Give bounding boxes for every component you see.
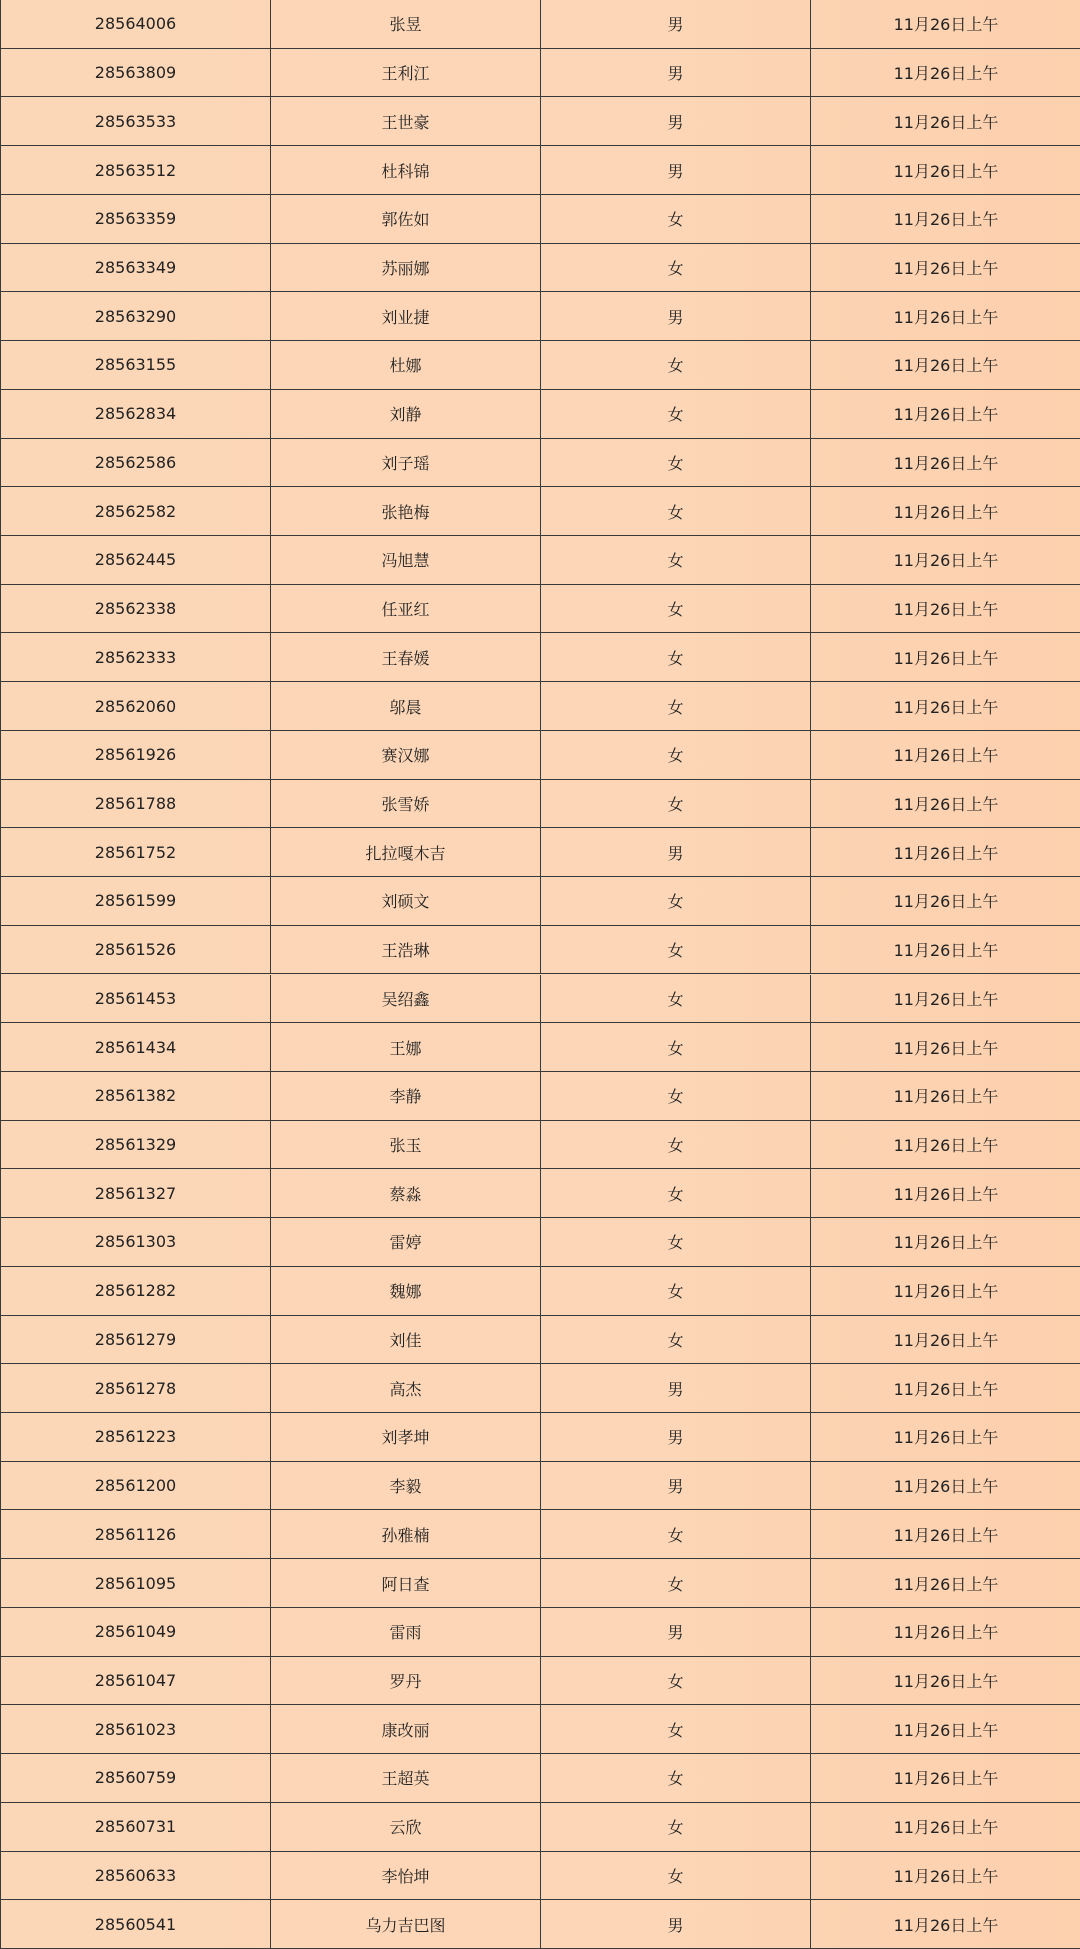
table-row: [1, 97, 1080, 146]
time-cell: 11月26日上午: [893, 989, 999, 1009]
name-cell: 罗丹: [271, 1657, 541, 1705]
table-row: [1, 1121, 1080, 1170]
time-cell: 11月26日上午: [893, 502, 999, 522]
table-row: [1, 1754, 1080, 1803]
time-cell: 11月26日上午: [893, 64, 999, 84]
gender-cell: 女: [541, 390, 811, 438]
time-cell: 11月26日上午: [893, 1136, 999, 1156]
name-cell: 冯旭慧: [271, 536, 541, 584]
time-cell: 11月26日上午: [893, 794, 999, 814]
gender-cell: 女: [541, 1169, 811, 1217]
name-cell: 刘孝坤: [271, 1413, 541, 1461]
time-cell: 11月26日上午: [893, 1087, 999, 1107]
gender-cell: 女: [541, 1267, 811, 1315]
time-cell: 11月26日上午: [893, 1525, 999, 1545]
name-cell: 王世豪: [271, 97, 541, 145]
gender-cell: 男: [541, 146, 811, 194]
table-row: [1, 1169, 1080, 1218]
name-cell: 刘佳: [271, 1316, 541, 1364]
name-cell: 乌力吉巴图: [271, 1900, 541, 1948]
gender-cell: 女: [541, 1023, 811, 1071]
gender-cell: 女: [541, 439, 811, 487]
id-cell: 28561279: [1, 1316, 271, 1364]
id-cell: 28563533: [1, 97, 271, 145]
table-row: [1, 1657, 1080, 1706]
name-cell: 郭佐如: [271, 195, 541, 243]
gender-cell: 女: [541, 731, 811, 779]
name-cell: 刘硕文: [271, 877, 541, 925]
table-row: [1, 731, 1080, 780]
time-cell: 11月26日上午: [893, 551, 999, 571]
name-cell: 王浩琳: [271, 926, 541, 974]
time-cell: 11月26日上午: [893, 1720, 999, 1740]
name-cell: 刘业捷: [271, 292, 541, 340]
id-cell: 28561382: [1, 1072, 271, 1120]
gender-cell: 女: [541, 585, 811, 633]
name-cell: 李怡坤: [271, 1852, 541, 1900]
table-row: [1, 1218, 1080, 1267]
table-row: [1, 146, 1080, 195]
gender-cell: 女: [541, 487, 811, 535]
name-cell: 孙雅楠: [271, 1510, 541, 1558]
id-cell: 28561303: [1, 1218, 271, 1266]
name-cell: 雷婷: [271, 1218, 541, 1266]
table-row: [1, 1462, 1080, 1511]
id-cell: 28560731: [1, 1803, 271, 1851]
time-cell: 11月26日上午: [893, 941, 999, 961]
name-cell: 高杰: [271, 1364, 541, 1412]
id-cell: 28561200: [1, 1462, 271, 1510]
time-cell: 11月26日上午: [893, 1818, 999, 1838]
name-cell: 蔡淼: [271, 1169, 541, 1217]
time-cell: 11月26日上午: [893, 405, 999, 425]
gender-cell: 女: [541, 975, 811, 1023]
name-cell: 王春媛: [271, 633, 541, 681]
name-cell: 李毅: [271, 1462, 541, 1510]
time-cell: 11月26日上午: [893, 1574, 999, 1594]
id-cell: 28562445: [1, 536, 271, 584]
gender-cell: 女: [541, 1754, 811, 1802]
gender-cell: 女: [541, 780, 811, 828]
gender-cell: 男: [541, 1364, 811, 1412]
id-cell: 28561278: [1, 1364, 271, 1412]
gender-cell: 女: [541, 1705, 811, 1753]
name-cell: 刘子瑶: [271, 439, 541, 487]
id-cell: 28560633: [1, 1852, 271, 1900]
gender-cell: 女: [541, 1121, 811, 1169]
time-cell: 11月26日上午: [893, 1477, 999, 1497]
table-row: [1, 633, 1080, 682]
time-cell: 11月26日上午: [893, 210, 999, 230]
time-cell: 11月26日上午: [893, 15, 999, 35]
time-cell: 11月26日上午: [893, 161, 999, 181]
table-row: [1, 1316, 1080, 1365]
table-row: [1, 926, 1080, 975]
id-cell: 28563155: [1, 341, 271, 389]
table-row: [1, 1364, 1080, 1413]
table-row: [1, 682, 1080, 731]
gender-cell: 女: [541, 877, 811, 925]
name-cell: 云欣: [271, 1803, 541, 1851]
time-cell: 11月26日上午: [893, 307, 999, 327]
time-cell: 11月26日上午: [893, 600, 999, 620]
name-cell: 李静: [271, 1072, 541, 1120]
id-cell: 28561599: [1, 877, 271, 925]
id-cell: 28563512: [1, 146, 271, 194]
name-cell: 邬晨: [271, 682, 541, 730]
table-row: [1, 1510, 1080, 1559]
id-cell: 28562333: [1, 633, 271, 681]
name-cell: 王利江: [271, 49, 541, 97]
id-cell: 28563809: [1, 49, 271, 97]
name-cell: 张雪娇: [271, 780, 541, 828]
gender-cell: 女: [541, 926, 811, 974]
gender-cell: 男: [541, 49, 811, 97]
time-cell: 11月26日上午: [893, 356, 999, 376]
name-cell: 杜娜: [271, 341, 541, 389]
gender-cell: 男: [541, 1413, 811, 1461]
gender-cell: 男: [541, 1900, 811, 1948]
gender-cell: 女: [541, 1657, 811, 1705]
gender-cell: 男: [541, 292, 811, 340]
gender-cell: 女: [541, 1072, 811, 1120]
gender-cell: 男: [541, 97, 811, 145]
id-cell: 28560759: [1, 1754, 271, 1802]
id-cell: 28561434: [1, 1023, 271, 1071]
table-row: [1, 780, 1080, 829]
table-row: [1, 1705, 1080, 1754]
id-cell: 28560541: [1, 1900, 271, 1948]
gender-cell: 女: [541, 1316, 811, 1364]
id-cell: 28562586: [1, 439, 271, 487]
time-cell: 11月26日上午: [893, 1379, 999, 1399]
name-cell: 扎拉嘎木吉: [271, 828, 541, 876]
time-cell: 11月26日上午: [893, 1184, 999, 1204]
id-cell: 28561282: [1, 1267, 271, 1315]
time-cell: 11月26日上午: [893, 892, 999, 912]
id-cell: 28561023: [1, 1705, 271, 1753]
time-cell: 11月26日上午: [893, 746, 999, 766]
name-cell: 任亚红: [271, 585, 541, 633]
id-cell: 28561223: [1, 1413, 271, 1461]
table-row: [1, 877, 1080, 926]
gender-cell: 女: [541, 195, 811, 243]
id-cell: 28561926: [1, 731, 271, 779]
name-cell: 康改丽: [271, 1705, 541, 1753]
table-row: [1, 1023, 1080, 1072]
gender-cell: 女: [541, 633, 811, 681]
table-row: [1, 1803, 1080, 1852]
name-cell: 王娜: [271, 1023, 541, 1071]
name-cell: 张玉: [271, 1121, 541, 1169]
table-row: [1, 975, 1080, 1024]
gender-cell: 男: [541, 828, 811, 876]
id-cell: 28562582: [1, 487, 271, 535]
name-cell: 魏娜: [271, 1267, 541, 1315]
gender-cell: 女: [541, 1218, 811, 1266]
name-cell: 张艳梅: [271, 487, 541, 535]
name-cell: 苏丽娜: [271, 244, 541, 292]
table-row: [1, 1608, 1080, 1657]
name-cell: 张昱: [271, 0, 541, 48]
gender-cell: 女: [541, 244, 811, 292]
time-cell: 11月26日上午: [893, 1769, 999, 1789]
gender-cell: 女: [541, 1852, 811, 1900]
table-row: [1, 1852, 1080, 1901]
table-row: [1, 390, 1080, 439]
table-row: [1, 585, 1080, 634]
time-cell: 11月26日上午: [893, 1623, 999, 1643]
time-cell: 11月26日上午: [893, 453, 999, 473]
id-cell: 28562834: [1, 390, 271, 438]
gender-cell: 女: [541, 682, 811, 730]
id-cell: 28561752: [1, 828, 271, 876]
table-row: [1, 439, 1080, 488]
time-cell: 11月26日上午: [893, 112, 999, 132]
gender-cell: 女: [541, 1510, 811, 1558]
id-cell: 28561327: [1, 1169, 271, 1217]
gender-cell: 女: [541, 1559, 811, 1607]
time-cell: 11月26日上午: [893, 843, 999, 863]
id-cell: 28561126: [1, 1510, 271, 1558]
table-row: [1, 49, 1080, 98]
id-cell: 28561049: [1, 1608, 271, 1656]
id-cell: 28561788: [1, 780, 271, 828]
name-cell: 阿日查: [271, 1559, 541, 1607]
id-cell: 28562338: [1, 585, 271, 633]
id-cell: 28561453: [1, 975, 271, 1023]
table-row: [1, 341, 1080, 390]
table-row: [1, 536, 1080, 585]
name-cell: 王超英: [271, 1754, 541, 1802]
name-cell: 杜科锦: [271, 146, 541, 194]
id-cell: 28561329: [1, 1121, 271, 1169]
time-cell: 11月26日上午: [893, 1233, 999, 1253]
id-cell: 28563349: [1, 244, 271, 292]
gender-cell: 男: [541, 0, 811, 48]
name-cell: 刘静: [271, 390, 541, 438]
table-row: [1, 1559, 1080, 1608]
table-row: [1, 195, 1080, 244]
time-cell: 11月26日上午: [893, 1428, 999, 1448]
table-row: [1, 1413, 1080, 1462]
time-cell: 11月26日上午: [893, 1915, 999, 1935]
table-row: [1, 1267, 1080, 1316]
id-cell: 28563359: [1, 195, 271, 243]
table-row: [1, 1900, 1080, 1949]
time-cell: 11月26日上午: [893, 1672, 999, 1691]
table-row: [1, 487, 1080, 536]
gender-cell: 女: [541, 1803, 811, 1851]
gender-cell: 女: [541, 341, 811, 389]
id-cell: 28564006: [1, 0, 271, 48]
gender-cell: 男: [541, 1608, 811, 1656]
time-cell: 11月26日上午: [893, 648, 999, 668]
time-cell: 11月26日上午: [893, 1330, 999, 1350]
time-cell: 11月26日上午: [893, 1038, 999, 1058]
name-cell: 赛汉娜: [271, 731, 541, 779]
table-row: [1, 828, 1080, 877]
gender-cell: 女: [541, 536, 811, 584]
name-cell: 吴绍鑫: [271, 975, 541, 1023]
id-cell: 28563290: [1, 292, 271, 340]
time-cell: 11月26日上午: [893, 1866, 999, 1886]
id-cell: 28561526: [1, 926, 271, 974]
table-row: [1, 244, 1080, 293]
id-cell: 28561047: [1, 1657, 271, 1705]
time-cell: 11月26日上午: [893, 1282, 999, 1302]
table-row: [1, 0, 1080, 49]
name-cell: 雷雨: [271, 1608, 541, 1656]
id-cell: 28562060: [1, 682, 271, 730]
table-row: [1, 292, 1080, 341]
time-cell: 11月26日上午: [893, 697, 999, 717]
time-cell: 11月26日上午: [893, 258, 999, 278]
gender-cell: 男: [541, 1462, 811, 1510]
table-row: [1, 1072, 1080, 1121]
id-cell: 28561095: [1, 1559, 271, 1607]
